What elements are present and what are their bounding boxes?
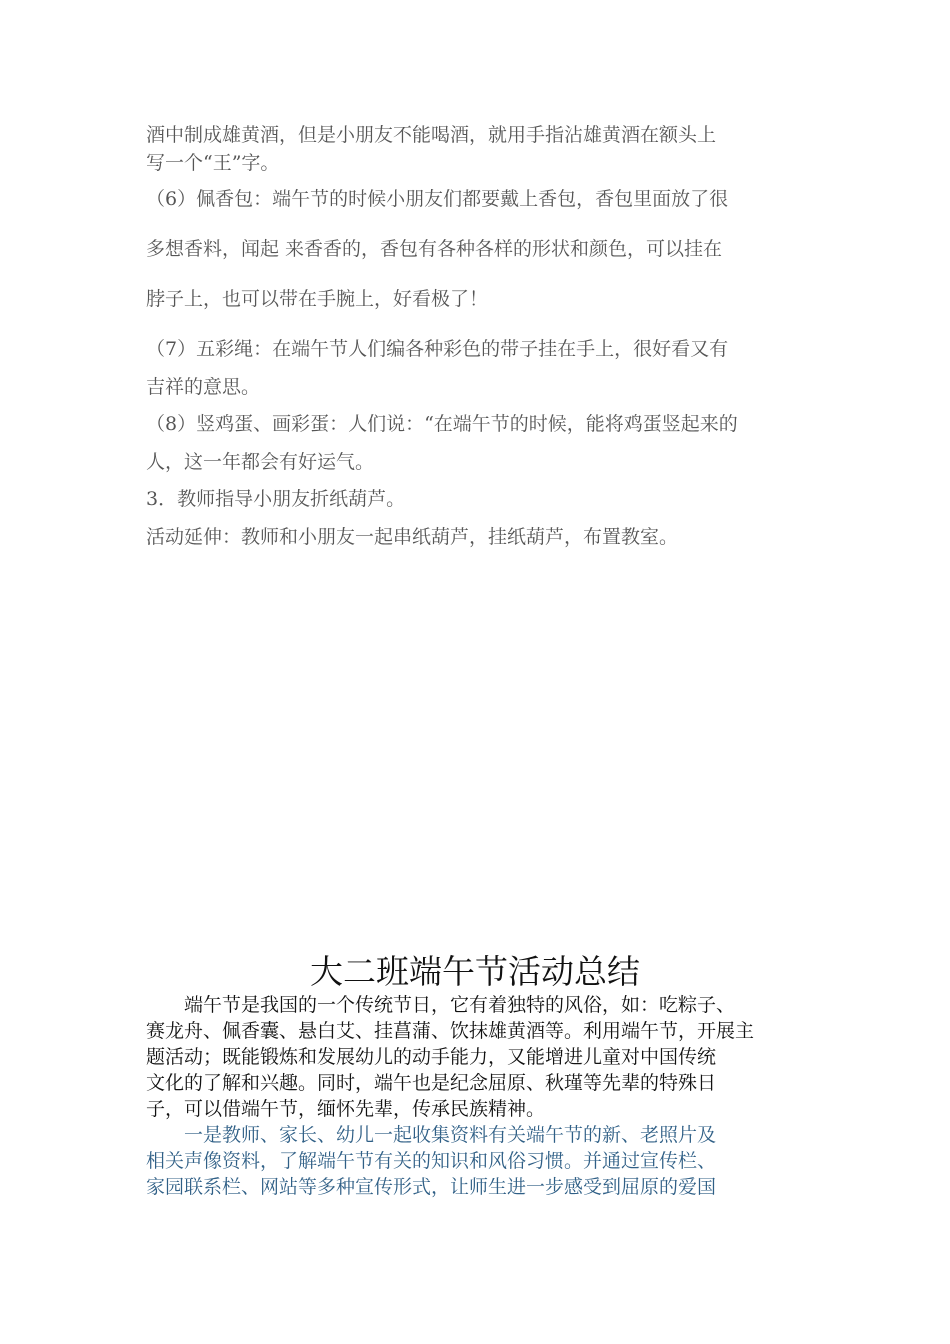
paragraph-line: 文化的了解和兴趣。同时，端午也是纪念屈原、秋瑾等先辈的特殊日 [146,1072,717,1094]
summary-title: 大二班端午节活动总结 [310,952,640,991]
text-line: 人，这一年都会有好运气。 [146,451,375,473]
text-line: （8）竖鸡蛋、画彩蛋：人们说：“在端午节的时候，能将鸡蛋竖起来的 [146,413,738,435]
text-line: 3．教师指导小朋友折纸葫芦。 [146,488,406,510]
paragraph-line: 家园联系栏、网站等多种宣传形式，让师生进一步感受到屈原的爱国 [146,1176,717,1198]
text-line: 酒中制成雄黄酒，但是小朋友不能喝酒，就用手指沾雄黄酒在额头上 [146,124,717,146]
text-line: 活动延伸：教师和小朋友一起串纸葫芦，挂纸葫芦，布置教室。 [146,526,679,548]
text-line: 吉祥的意思。 [146,376,261,398]
paragraph-line: 端午节是我国的一个传统节日，它有着独特的风俗，如：吃粽子、 [146,994,736,1016]
paragraph-line: 题活动；既能锻炼和发展幼儿的动手能力，又能增进儿童对中国传统 [146,1046,717,1068]
paragraph-line: 赛龙舟、佩香囊、悬白艾、挂菖蒲、饮抹雄黄酒等。利用端午节，开展主 [146,1020,755,1042]
paragraph-line: 一是教师、家长、幼儿一起收集资料有关端午节的新、老照片及 [146,1124,717,1146]
text-line: 写一个“王”字。 [146,152,280,174]
paragraph-line: 相关声像资料，了解端午节有关的知识和风俗习惯。并通过宣传栏、 [146,1150,717,1172]
text-line: （7）五彩绳：在端午节人们编各种彩色的带子挂在手上，很好看又有 [146,338,729,360]
text-line: （6）佩香包：端午节的时候小朋友们都要戴上香包，香包里面放了很 [146,188,729,210]
text-line: 脖子上，也可以带在手腕上，好看极了！ [146,288,489,310]
text-line: 多想香料，闻起 来香香的，香包有各种各样的形状和颜色，可以挂在 [146,238,723,260]
paragraph-line: 子，可以借端午节，缅怀先辈，传承民族精神。 [146,1098,546,1120]
